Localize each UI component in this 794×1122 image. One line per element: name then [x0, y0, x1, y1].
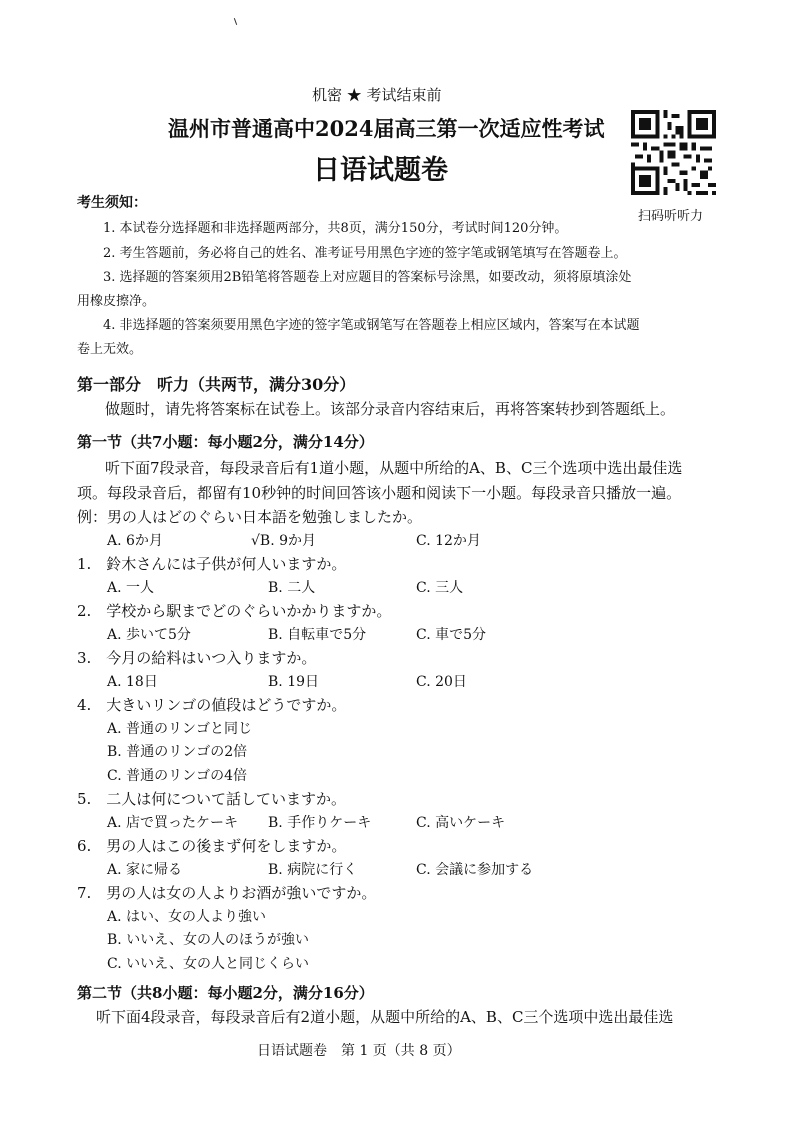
question-2: 2. 学校から駅までどのぐらいかかりますか。 [77, 602, 392, 620]
q6-option-a: A. 家に帰る [107, 862, 183, 878]
q1-option-b: B. 二人 [268, 580, 316, 596]
q2-option-c: C. 車で5分 [416, 627, 487, 643]
q4-option-b: B. 普通のリンゴの2倍 [107, 744, 248, 760]
example-option-b: √B. 9か月 [251, 533, 317, 549]
part1-desc: 做题时，请先将答案标在试卷上。该部分录音内容结束后，再将答案转抄到答题纸上。 [105, 400, 676, 418]
q5-option-a: A. 店で買ったケーキ [107, 815, 239, 831]
q3-option-b: B. 19日 [268, 674, 320, 690]
q7-option-a: A. はい、女の人より強い [107, 909, 267, 925]
question-5: 5. 二人は何について話していますか。 [77, 790, 347, 808]
q5-option-c: C. 高いケーキ [416, 815, 506, 831]
page-footer: 日语试题卷 第 1 页（共 8 页） [257, 1043, 461, 1059]
q4-option-c: C. 普通のリンゴの4倍 [107, 768, 248, 784]
question-6: 6. 男の人はこの後まず何をしますか。 [77, 837, 347, 855]
q7-option-b: B. いいえ、女の人のほうが強い [107, 932, 310, 948]
notice-item-3-cont: 用橡皮擦净。 [77, 294, 156, 309]
q2-option-b: B. 自転車で5分 [268, 627, 367, 643]
notice-item-4: 4. 非选择题的答案须要用黑色字迹的签字笔或钢笔写在答题卷上相应区域内，答案写在本试题 [103, 318, 640, 333]
q6-option-b: B. 病院に行く [268, 862, 358, 878]
q1-option-a: A. 一人 [107, 580, 155, 596]
section1-desc-2: 项。每段录音后，都留有10秒钟的时间回答该小题和阅读下一小题。每段录音只播放一遍。 [77, 484, 682, 502]
qr-code-icon[interactable] [631, 110, 716, 195]
example-option-c: C. 12か月 [416, 533, 481, 549]
notice-item-2: 2. 考生答题前，务必将自己的姓名、准考证号用黑色字迹的签字笔或钢笔填写在答题卷上。 [103, 246, 627, 261]
notice-heading: 考生须知： [77, 195, 147, 211]
question-3: 3. 今月の給料はいつ入りますか。 [77, 649, 317, 667]
section2-heading: 第二节（共8小题：每小题2分，满分16分） [77, 984, 374, 1002]
example-question: 例：男の人はどのぐらい日本語を勉強しましたか。 [77, 508, 423, 526]
confidential-line: 机密 ★ 考试结束前 [312, 86, 442, 104]
q7-option-c: C. いいえ、女の人と同じくらい [107, 956, 309, 972]
notice-item-4-cont: 卷上无效。 [77, 342, 143, 357]
q1-option-c: C. 三人 [416, 580, 464, 596]
q3-option-c: C. 20日 [416, 674, 467, 690]
qr-label: 扫码听听力 [638, 209, 704, 224]
q4-option-a: A. 普通のリンゴと同じ [107, 721, 253, 737]
section1-heading: 第一节（共7小题：每小题2分，满分14分） [77, 433, 374, 451]
question-7: 7. 男の人は女の人よりお酒が強いですか。 [77, 884, 377, 902]
example-option-a: A. 6か月 [107, 533, 163, 549]
exam-title: 温州市普通高中2024届高三第一次适应性考试 [168, 116, 605, 141]
question-4: 4. 大きいリンゴの値段はどうですか。 [77, 696, 347, 714]
section2-desc-1: 听下面4段录音，每段录音后有2道小题，从题中所给的A、B、C三个选项中选出最佳选 [96, 1008, 674, 1026]
q2-option-a: A. 歩いて5分 [107, 627, 191, 643]
q6-option-c: C. 会議に参加する [416, 862, 534, 878]
part1-heading: 第一部分 听力（共两节，满分30分） [77, 375, 356, 394]
q3-option-a: A. 18日 [107, 674, 158, 690]
exam-subtitle: 日语试题卷 [313, 155, 448, 186]
question-1: 1. 鈴木さんには子供が何人いますか。 [77, 555, 347, 573]
notice-item-1: 1. 本试卷分选择题和非选择题两部分，共8页，满分150分，考试时间120分钟。 [103, 221, 568, 236]
scan-mark [234, 18, 237, 25]
section1-desc-1: 听下面7段录音，每段录音后有1道小题，从题中所给的A、B、C三个选项中选出最佳选 [105, 459, 683, 477]
q5-option-b: B. 手作りケーキ [268, 815, 372, 831]
notice-item-3: 3. 选择题的答案须用2B铅笔将答题卷上对应题目的答案标号涂黑，如要改动，须将原填涂处 [103, 270, 632, 285]
